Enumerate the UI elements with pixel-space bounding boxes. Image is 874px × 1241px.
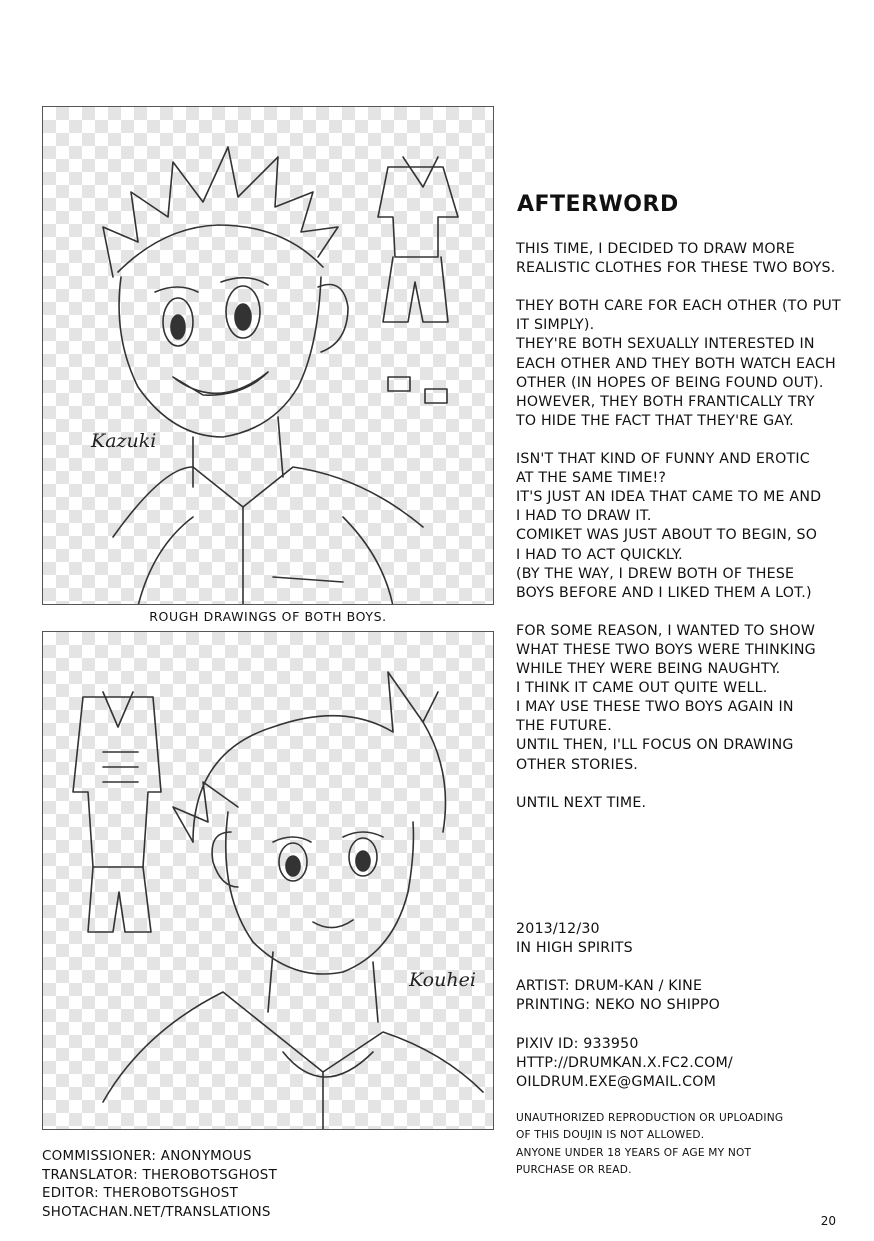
printing-credit: PRINTING: NEKO NO SHIPPO [516, 997, 720, 1014]
afterword-line: REALISTIC CLOTHES FOR THESE TWO BOYS. [516, 260, 836, 277]
afterword-paragraph [516, 794, 846, 813]
afterword-line: I HAD TO ACT QUICKLY. [516, 546, 683, 563]
afterword-line: TO HIDE THE FACT THAT THEY'RE GAY. [516, 412, 794, 429]
legal-notice [516, 1110, 856, 1180]
contact-block [516, 1035, 846, 1092]
afterword-line: I HAD TO DRAW IT. [516, 508, 652, 525]
notice-line: ANYONE UNDER 18 YEARS OF AGE MY NOT [516, 1146, 752, 1159]
sketch-panel-kouhei [42, 631, 494, 1130]
afterword-line: UNTIL THEN, I'LL FOCUS ON DRAWING [516, 737, 794, 754]
notice-line: OF THIS DOUJIN IS NOT ALLOWED. [516, 1129, 705, 1142]
character-name-kazuki: Kazuki [91, 430, 157, 452]
afterword-line: FOR SOME REASON, I WANTED TO SHOW [516, 622, 816, 639]
afterword-heading: AFTERWORD [517, 192, 679, 217]
afterword-line: COMIKET WAS JUST ABOUT TO BEGIN, SO [516, 527, 818, 544]
email-address[interactable]: OILDRUM.EXE@GMAIL.COM [516, 1073, 717, 1090]
author-credits [516, 920, 846, 1111]
afterword-text [516, 240, 846, 832]
afterword-line: BOYS BEFORE AND I LIKED THEM A LOT.) [516, 584, 812, 601]
kazuki-sketch [43, 107, 494, 605]
afterword-line: AT THE SAME TIME!? [516, 470, 667, 487]
page-number: 20 [820, 1214, 836, 1228]
release-date: 2013/12/30 [516, 921, 600, 937]
afterword-line: I MAY USE THESE TWO BOYS AGAIN IN [516, 699, 794, 716]
afterword-line: WHAT THESE TWO BOYS WERE THINKING [516, 641, 816, 658]
website-link[interactable]: HTTP://DRUMKAN.X.FC2.COM/ [516, 1054, 733, 1071]
afterword-line: THE FUTURE. [516, 718, 612, 735]
afterword-line: HOWEVER, THEY BOTH FRANTICALLY TRY [516, 393, 815, 410]
afterword-paragraph [516, 450, 846, 603]
afterword-line: THEY'RE BOTH SEXUALLY INTERESTED IN [516, 336, 815, 353]
afterword-line: UNTIL NEXT TIME. [516, 794, 647, 811]
circle-name: IN HIGH SPIRITS [516, 940, 633, 957]
kouhei-sketch [43, 632, 494, 1130]
date-block [516, 920, 846, 958]
afterword-line: EACH OTHER AND THEY BOTH WATCH EACH [516, 355, 836, 372]
editor-credit: EDITOR: THEROBOTSGHOST [42, 1186, 239, 1202]
translator-credit: TRANSLATOR: THEROBOTSGHOST [42, 1167, 278, 1183]
translation-credits [42, 1148, 492, 1222]
translations-link[interactable]: SHOTACHAN.NET/TRANSLATIONS [42, 1204, 271, 1220]
afterword-line: WHILE THEY WERE BEING NAUGHTY. [516, 661, 781, 678]
afterword-line: IT'S JUST AN IDEA THAT CAME TO ME AND [516, 489, 822, 506]
notice-line: UNAUTHORIZED REPRODUCTION OR UPLOADING [516, 1112, 784, 1124]
character-name-kouhei: Kouhei [409, 969, 476, 991]
afterword-line: THEY BOTH CARE FOR EACH OTHER (TO PUT [516, 298, 841, 315]
afterword-line: I THINK IT CAME OUT QUITE WELL. [516, 680, 768, 697]
afterword-line: THIS TIME, I DECIDED TO DRAW MORE [516, 241, 795, 257]
artist-block [516, 977, 846, 1015]
afterword-paragraph [516, 622, 846, 775]
afterword-paragraph [516, 297, 846, 431]
notice-line: PURCHASE OR READ. [516, 1164, 632, 1177]
afterword-line: OTHER (IN HOPES OF BEING FOUND OUT). [516, 374, 824, 391]
panel-caption: ROUGH DRAWINGS OF BOTH BOYS. [149, 609, 387, 624]
artist-credit: ARTIST: DRUM-KAN / KINE [516, 978, 703, 995]
afterword-line: OTHER STORIES. [516, 756, 638, 773]
afterword-paragraph [516, 240, 846, 278]
afterword-line: (BY THE WAY, I DREW BOTH OF THESE [516, 565, 795, 582]
pixiv-id: PIXIV ID: 933950 [516, 1035, 639, 1052]
afterword-line: ISN'T THAT KIND OF FUNNY AND EROTIC [516, 451, 810, 468]
commissioner-credit: COMMISSIONER: ANONYMOUS [42, 1149, 252, 1164]
afterword-line: IT SIMPLY). [516, 317, 595, 334]
sketch-panel-kazuki [42, 106, 494, 605]
